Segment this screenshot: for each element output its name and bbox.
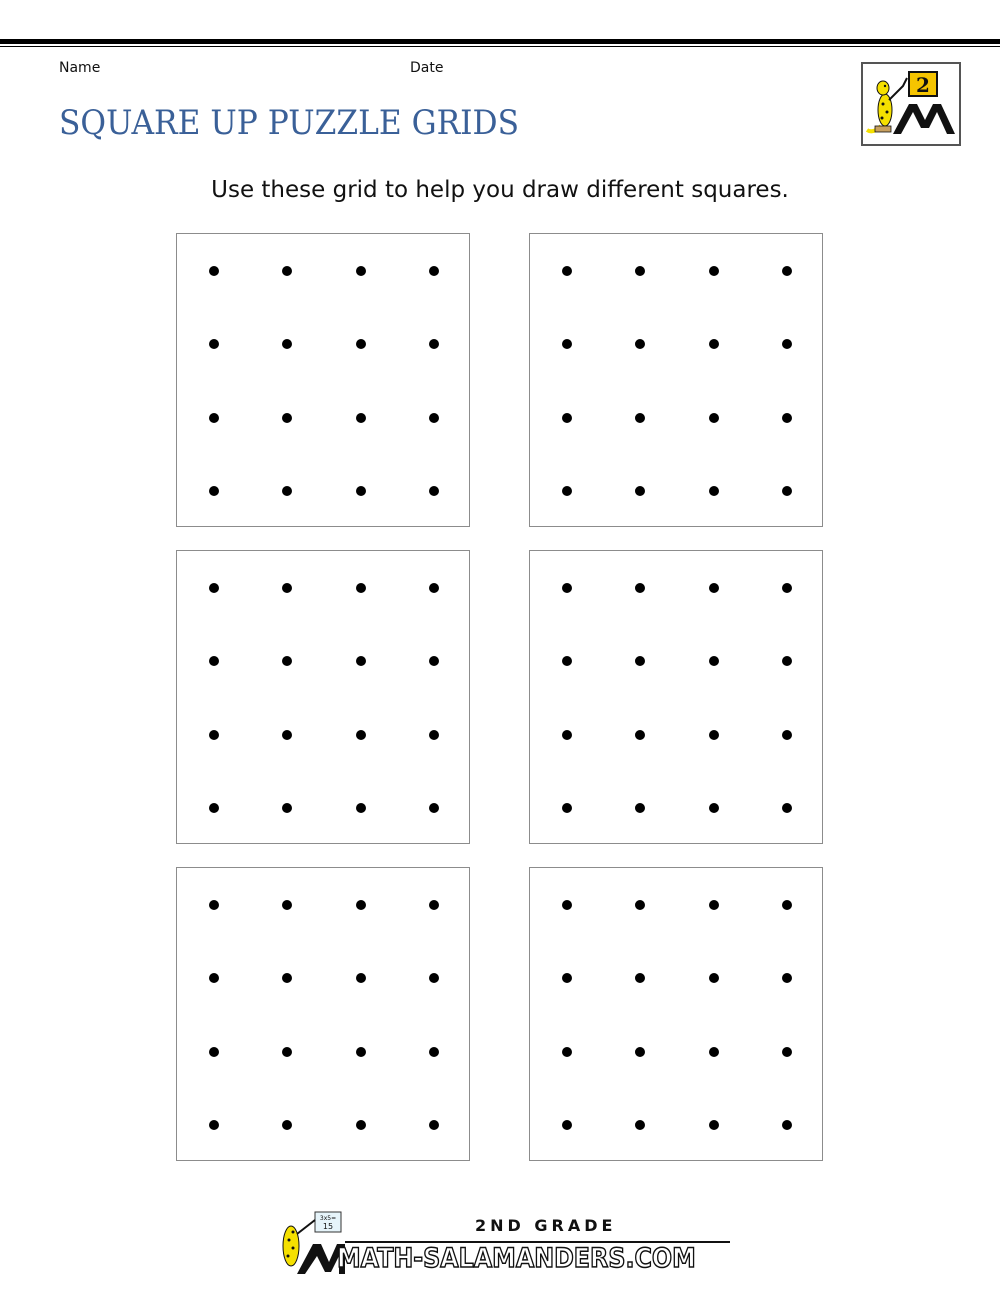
dot-grid-2 <box>529 233 823 527</box>
grid-dot <box>635 973 645 983</box>
grid-dot <box>209 803 219 813</box>
grade-logo <box>861 62 961 146</box>
grid-dot <box>429 266 439 276</box>
grid-dot <box>356 730 366 740</box>
grid-dot <box>709 486 719 496</box>
grid-dot <box>209 266 219 276</box>
grid-dot <box>562 413 572 423</box>
grid-dot <box>356 900 366 910</box>
grid-dot <box>356 656 366 666</box>
grid-dot <box>356 803 366 813</box>
grid-dot <box>209 1120 219 1130</box>
grid-dot <box>635 803 645 813</box>
grid-dot <box>635 413 645 423</box>
grid-dot <box>709 900 719 910</box>
grid-dot <box>282 1120 292 1130</box>
grid-dot <box>209 339 219 349</box>
grid-dot <box>282 1047 292 1057</box>
grid-dot <box>429 486 439 496</box>
grid-dot <box>429 583 439 593</box>
grid-dot <box>709 973 719 983</box>
grid-dot <box>562 1120 572 1130</box>
grid-dot <box>562 973 572 983</box>
grid-dot <box>709 583 719 593</box>
grid-dot <box>709 266 719 276</box>
grid-dot <box>282 339 292 349</box>
svg-text:15: 15 <box>322 1222 334 1231</box>
grid-dot <box>782 339 792 349</box>
grid-dot <box>282 656 292 666</box>
footer-salamander-icon <box>275 1210 345 1280</box>
grid-dot <box>282 730 292 740</box>
dot-grid-4 <box>529 550 823 844</box>
grid-dot <box>282 583 292 593</box>
grid-dot <box>782 730 792 740</box>
footer-site-text: MATH-SALAMANDERS.COM <box>337 1243 696 1274</box>
header-rule-thick <box>0 39 1000 44</box>
grid-dot <box>429 413 439 423</box>
grid-dot <box>562 900 572 910</box>
grid-dot <box>562 730 572 740</box>
grid-dot <box>209 656 219 666</box>
instructions-text: Use these grid to help you draw different squares. <box>211 177 789 203</box>
grid-dot <box>282 413 292 423</box>
dot-grid-6 <box>529 867 823 1161</box>
header-rule-thin <box>0 46 1000 47</box>
grid-dot <box>782 1047 792 1057</box>
footer-grade-text: 2ND GRADE <box>475 1216 617 1235</box>
dot-grid-3 <box>176 550 470 844</box>
grid-dot <box>635 656 645 666</box>
grid-dot <box>635 486 645 496</box>
grid-dot <box>782 1120 792 1130</box>
grid-dot <box>356 339 366 349</box>
grid-dot <box>635 1047 645 1057</box>
grid-dot <box>709 730 719 740</box>
grid-dot <box>282 973 292 983</box>
grid-dot <box>282 900 292 910</box>
grid-dot <box>635 583 645 593</box>
grid-dot <box>356 973 366 983</box>
grid-dot <box>782 973 792 983</box>
footer-logo <box>275 1210 725 1280</box>
grid-dot <box>209 583 219 593</box>
grid-dot <box>429 730 439 740</box>
grid-dot <box>356 583 366 593</box>
grid-dot <box>356 1047 366 1057</box>
page-title: SQUARE UP PUZZLE GRIDS <box>59 103 520 143</box>
grid-dot <box>562 339 572 349</box>
grid-dot <box>562 486 572 496</box>
grid-dot <box>782 900 792 910</box>
grid-dot <box>782 656 792 666</box>
grid-dot <box>209 973 219 983</box>
grid-dot <box>282 803 292 813</box>
grid-dot <box>562 266 572 276</box>
dot-grid-5 <box>176 867 470 1161</box>
grid-dot <box>562 803 572 813</box>
grid-dot <box>356 413 366 423</box>
grid-dot <box>356 1120 366 1130</box>
grid-dot <box>782 413 792 423</box>
grid-dot <box>782 266 792 276</box>
grid-dot <box>429 900 439 910</box>
svg-text:3x5=: 3x5= <box>319 1215 337 1222</box>
grid-dot <box>635 730 645 740</box>
grid-dot <box>709 1047 719 1057</box>
grid-dot <box>562 656 572 666</box>
salamander-logo-icon <box>863 64 959 144</box>
grid-dot <box>282 486 292 496</box>
grid-dot <box>635 266 645 276</box>
grid-dot <box>209 413 219 423</box>
grade-number: 2 <box>916 73 930 97</box>
grid-dot <box>429 1120 439 1130</box>
grid-dot <box>635 900 645 910</box>
grid-dot <box>709 803 719 813</box>
grid-dot <box>709 1120 719 1130</box>
grid-dot <box>709 413 719 423</box>
grid-dot <box>356 486 366 496</box>
grid-dot <box>709 339 719 349</box>
grid-dot <box>429 1047 439 1057</box>
grid-dot <box>429 656 439 666</box>
grid-dot <box>709 656 719 666</box>
grid-dot <box>282 266 292 276</box>
grid-dot <box>429 803 439 813</box>
grid-dot <box>562 1047 572 1057</box>
grid-dot <box>635 1120 645 1130</box>
grid-dot <box>782 583 792 593</box>
dot-grid-1 <box>176 233 470 527</box>
grid-dot <box>429 973 439 983</box>
grid-dot <box>635 339 645 349</box>
grid-dot <box>429 339 439 349</box>
grid-dot <box>209 900 219 910</box>
grid-dot <box>782 803 792 813</box>
grid-dot <box>562 583 572 593</box>
grid-dot <box>356 266 366 276</box>
grid-dot <box>209 486 219 496</box>
name-label: Name <box>59 60 101 76</box>
date-label: Date <box>410 60 444 76</box>
grid-dot <box>209 1047 219 1057</box>
grid-dot <box>782 486 792 496</box>
grid-dot <box>209 730 219 740</box>
